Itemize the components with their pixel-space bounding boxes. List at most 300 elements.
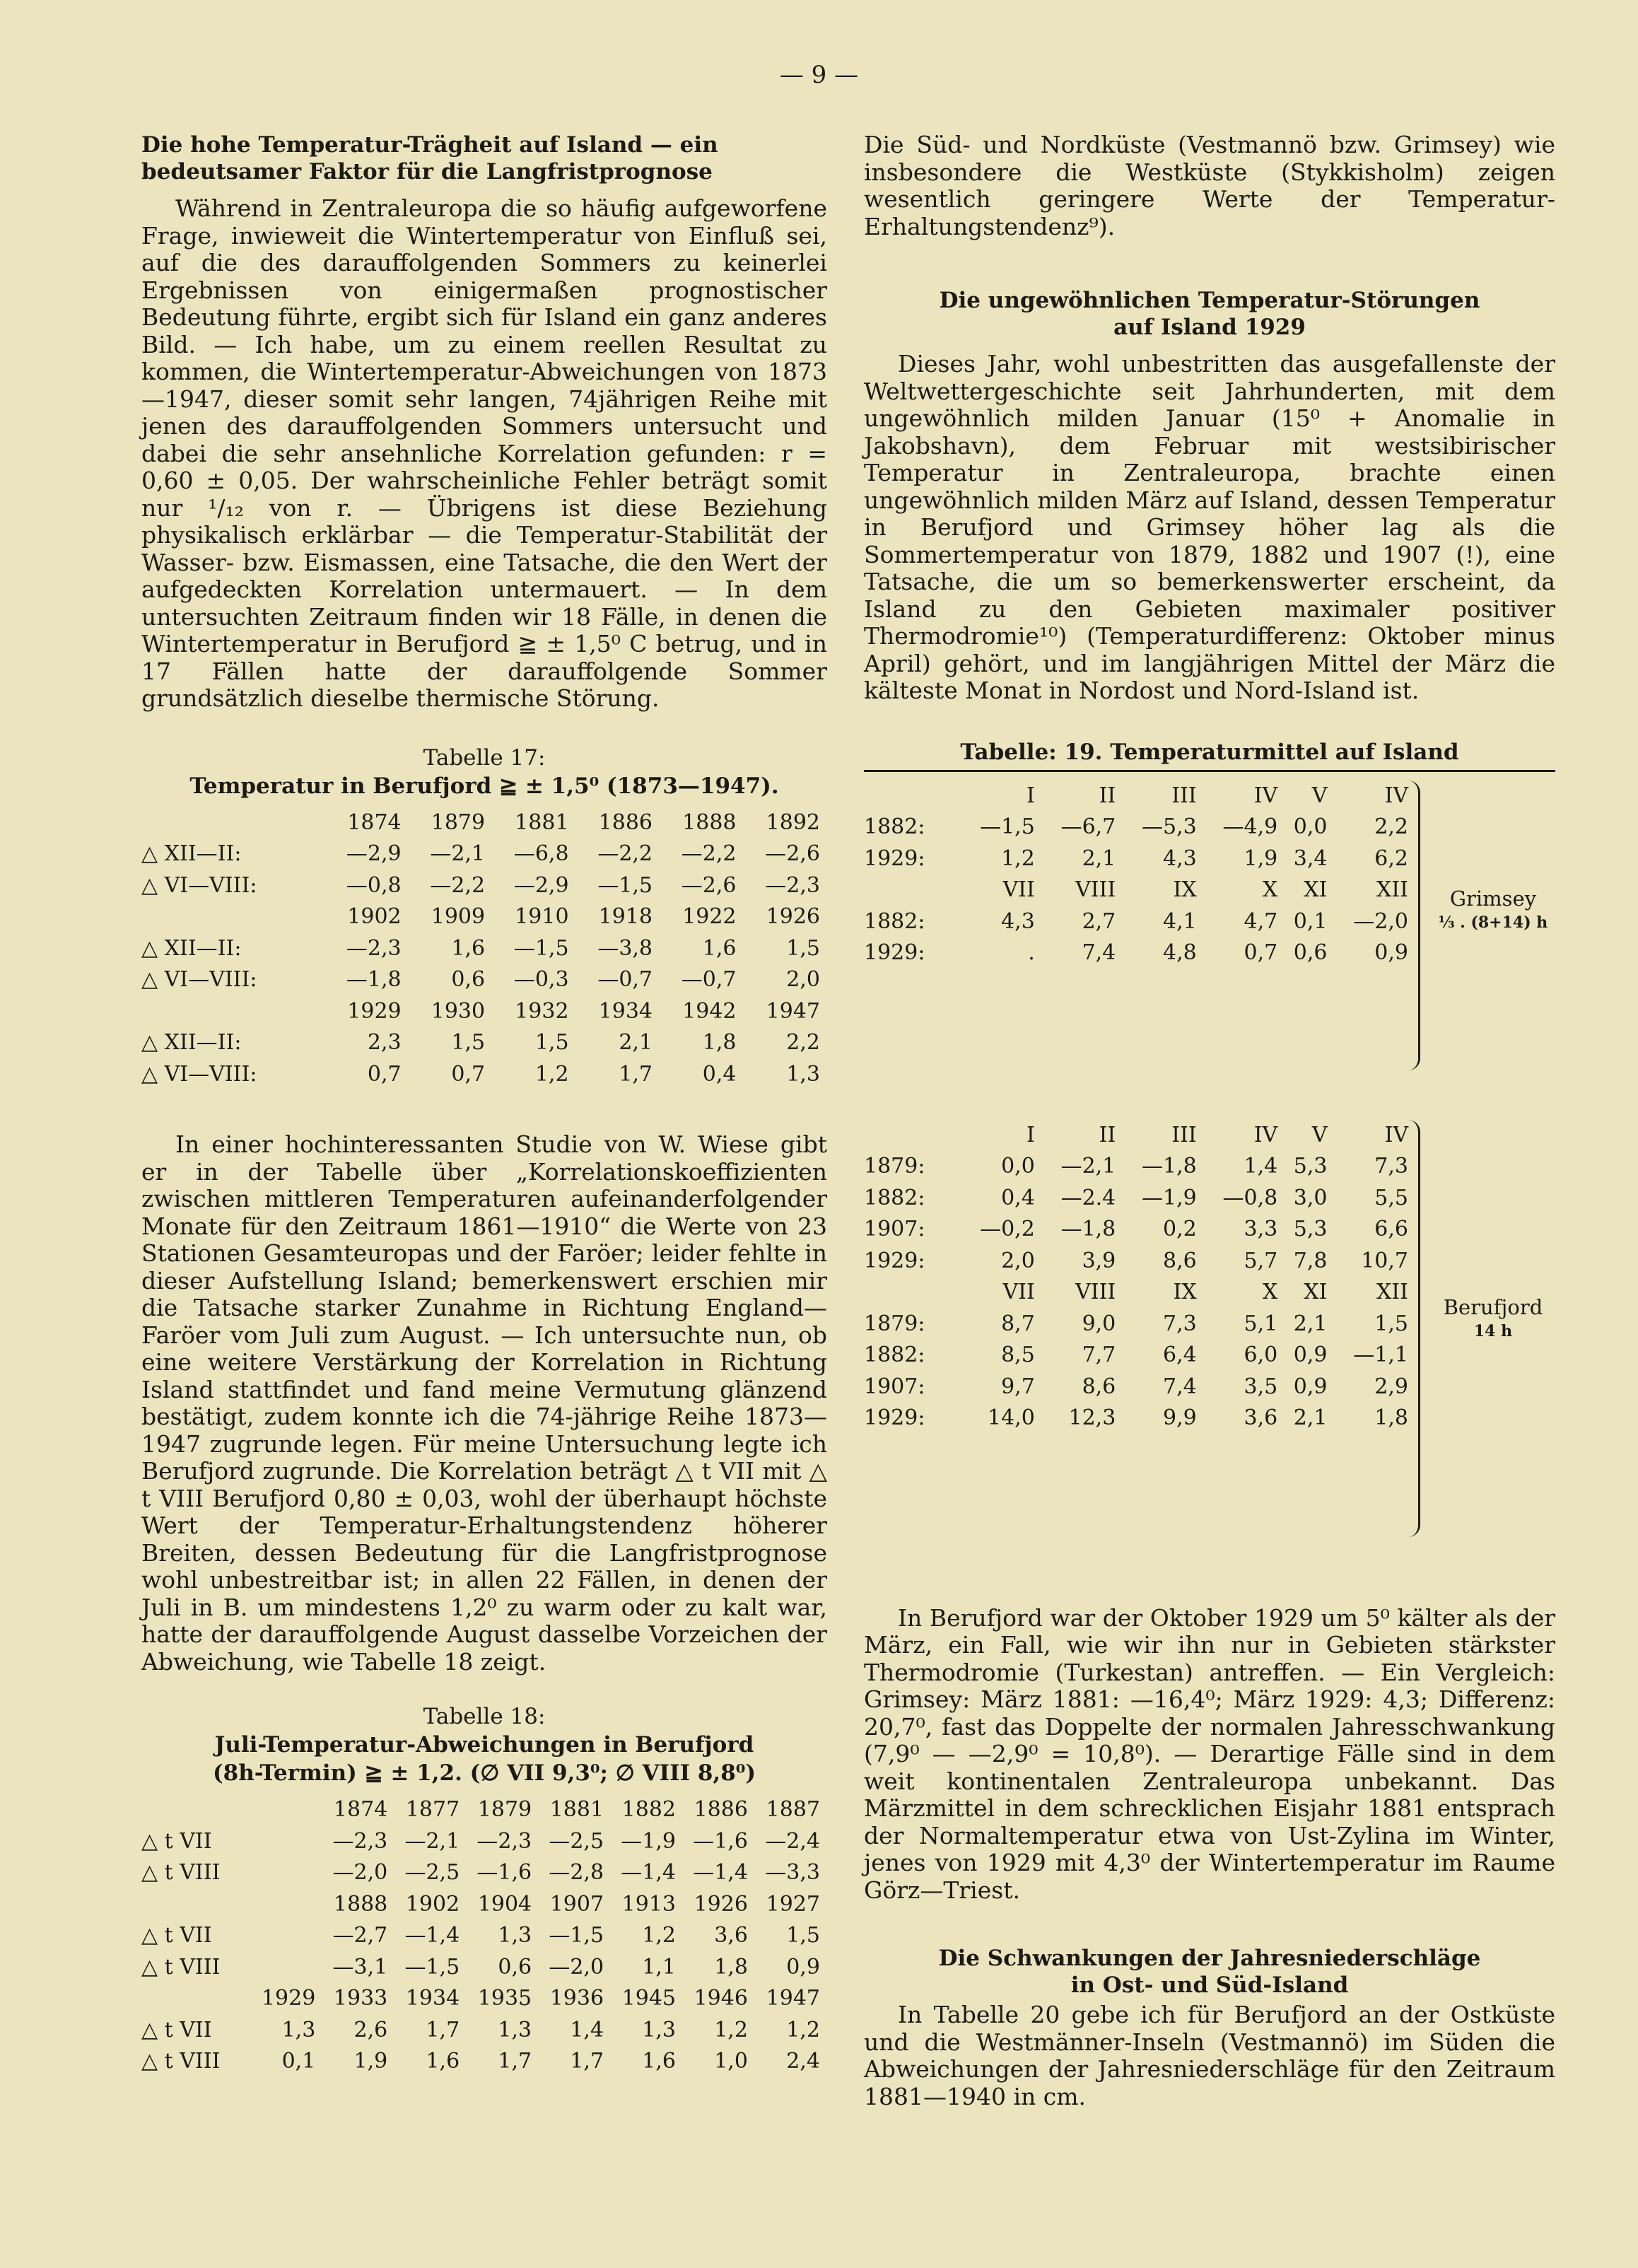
value-cell: —0,2	[980, 1217, 1035, 1241]
value-cell: 5,3	[1293, 1154, 1328, 1179]
left-column	[141, 131, 827, 2078]
value-cell: 2,3	[367, 1030, 402, 1055]
table-year-row	[141, 1889, 820, 1921]
month-cell: XI	[1304, 1280, 1328, 1304]
table-18	[141, 1794, 820, 2078]
value-cell: 1,6	[426, 2049, 460, 2074]
year-label: 1929:	[864, 1248, 925, 1273]
year-label: 1879:	[864, 1311, 925, 1336]
value-cell: 1,7	[619, 1061, 653, 1087]
year-cell: 1904	[477, 1891, 532, 1917]
value-cell: —5,3	[1142, 814, 1197, 839]
table-row	[864, 843, 1408, 875]
value-cell: —2,7	[332, 1923, 388, 1948]
value-cell: —2,5	[404, 1860, 460, 1885]
month-cell: III	[1171, 783, 1197, 808]
value-cell: —0,8	[1222, 1185, 1278, 1210]
month-cell: XII	[1376, 1280, 1408, 1304]
month-cell: IV	[1253, 1122, 1278, 1147]
value-cell: —1,9	[621, 1828, 676, 1854]
value-cell: 1,2	[1001, 846, 1035, 871]
value-cell: 1,3	[281, 2017, 316, 2042]
year-cell: 1888	[333, 1891, 388, 1917]
year-label: 1879:	[864, 1154, 925, 1179]
table-19-berufjord	[864, 1120, 1555, 1544]
value-cell: 2,1	[1293, 1405, 1328, 1430]
value-cell: 1,2	[642, 1923, 676, 1948]
value-cell: —2,0	[1353, 908, 1408, 934]
year-cell: 1881	[515, 809, 569, 835]
year-label: 1929:	[864, 940, 925, 965]
station-berufjord	[1422, 1295, 1564, 1343]
table-row	[141, 933, 820, 965]
section-heading-disturbances-line1: Die ungewöhnlichen Temperatur-Störungen	[939, 288, 1480, 313]
year-cell: 1874	[347, 809, 402, 835]
month-cell: VII	[1002, 1280, 1035, 1304]
value-cell: 2,1	[1293, 1311, 1328, 1336]
value-cell: 2,2	[1374, 814, 1408, 839]
table18-title-line2: (8h-Termin) ≧ ± 1,2. (∅ VII 9,3⁰; ∅ VIII 8,8⁰)	[212, 1760, 756, 1786]
value-cell: 1,1	[642, 1954, 676, 1980]
value-cell: 1,2	[714, 2017, 748, 2042]
month-header-row	[864, 1277, 1408, 1309]
value-cell: 1,7	[498, 2049, 532, 2074]
value-cell: —2,3	[476, 1828, 532, 1854]
year-cell: 1888	[682, 809, 737, 835]
row-label: △ XII—II:	[141, 1030, 242, 1055]
month-cell: I	[1026, 783, 1035, 808]
year-cell: 1910	[515, 904, 569, 929]
year-cell: 1892	[766, 809, 820, 835]
year-cell: 1927	[766, 1891, 820, 1917]
value-cell: 2,4	[786, 2049, 820, 2074]
value-cell: 7,4	[1082, 940, 1116, 965]
table-row	[141, 1027, 820, 1059]
value-cell: 1,9	[1244, 846, 1278, 871]
section-heading-temperature-inertia: Die hohe Temperatur-Trägheit auf Island — ein bedeutsamer Faktor für die Langfristprognose	[141, 132, 718, 185]
value-cell: —1,4	[404, 1923, 460, 1948]
month-cell: IV	[1384, 783, 1408, 808]
paragraph-wiese-study: In einer hochinteressanten Studie von W. Wiese gibt er in der Tabelle über „Korrelationskoeffizienten zwischen mittleren Temperaturen aufeinanderfolgender Monate für den Zeitraum 1861—1910“ die Werte von 23 Stationen Gesamteuropas und der Faröer; leider fehlte in dieser Aufstellung Island; bemerkenswert erschien mir die Tatsache starker Zunahme in Richtung England—Faröer vom Juli zum August. — Ich untersuchte nun, ob eine weitere Verstärkung der Korrelation in Richtung Island stattfindet und fand meine Vermutung glänzend bestätigt, zudem konnte ich die 74-jährige Reihe 1873—1947 zugrunde legen. Für meine Untersuchung legte ich Berufjord zugrunde. Die Korrelation beträgt △ t VII mit △ t VIII Berufjord 0,80 ± 0,03, wohl der überhaupt höchste Wert der Temperatur-Erhaltungstendenz höherer Breiten, dessen Bedeutung für die Langfristprognose wohl unbestreitbar ist; in allen 22 Fällen, in denen der Juli in B. um mindestens 1,2⁰ zu warm oder zu kalt war, hatte der darauffolgende August dasselbe Vorzeichen der Abweichung, wie Tabelle 18 zeigt.	[141, 1130, 827, 1676]
value-cell: 4,3	[1163, 846, 1197, 871]
row-label: △ t VII	[141, 1923, 212, 1948]
value-cell: 1,3	[642, 2017, 676, 2042]
value-cell: 7,8	[1293, 1248, 1328, 1273]
year-label: 1882:	[864, 1185, 925, 1210]
value-cell: 0,1	[281, 2049, 316, 2074]
month-cell: X	[1262, 1280, 1278, 1304]
year-cell: 1913	[621, 1891, 676, 1917]
value-cell: 2,7	[1082, 908, 1116, 934]
value-cell: 6,4	[1163, 1343, 1197, 1367]
value-cell: —1,8	[346, 967, 402, 992]
value-cell: 0,1	[1293, 908, 1328, 934]
year-cell: 1882	[621, 1797, 676, 1822]
year-cell: 1942	[682, 998, 737, 1024]
table-row	[141, 870, 820, 902]
value-cell: —1,6	[693, 1828, 748, 1854]
table-row	[141, 1952, 820, 1984]
value-cell: 7,3	[1374, 1154, 1408, 1179]
table-row	[141, 2046, 820, 2078]
year-label: 1907:	[864, 1217, 925, 1241]
row-label: △ VI—VIII:	[141, 967, 257, 992]
value-cell: 0,7	[1244, 940, 1278, 965]
value-cell: 0,4	[702, 1061, 737, 1087]
value-cell: 7,7	[1082, 1343, 1116, 1367]
year-cell: 1907	[549, 1891, 604, 1917]
paragraph-coast-intro: Die Süd- und Nordküste (Vestmannö bzw. Grimsey) wie insbesondere die Westküste (Stykkisholm) zeigen wesentlich geringere Werte der Temperatur-Erhaltungstendenz⁹).	[864, 131, 1555, 240]
value-cell: —2,4	[765, 1828, 820, 1854]
value-cell: —3,8	[597, 935, 653, 961]
value-cell: 1,2	[534, 1061, 569, 1087]
value-cell: 9,9	[1163, 1405, 1197, 1430]
year-cell: 1886	[694, 1797, 748, 1822]
value-cell: —1,5	[597, 872, 653, 898]
value-cell: —2,5	[549, 1828, 604, 1854]
table-row	[141, 1059, 820, 1091]
table-year-row	[141, 1794, 820, 1826]
value-cell: 0,7	[367, 1061, 402, 1087]
year-cell: 1879	[477, 1797, 532, 1822]
month-cell: IX	[1173, 877, 1197, 902]
station-grimsey	[1422, 887, 1564, 935]
value-cell: 0,6	[1293, 940, 1328, 965]
month-cell: IX	[1173, 1280, 1197, 1304]
table17-title: Temperatur in Berufjord ≧ ± 1,5⁰ (1873—1947).	[189, 773, 779, 799]
value-cell: 1,5	[786, 935, 820, 961]
value-cell: 0,9	[786, 1954, 820, 1980]
table-row	[141, 1857, 820, 1889]
value-cell: 5,3	[1293, 1217, 1328, 1241]
value-cell: —1,5	[513, 935, 569, 961]
year-cell: 1936	[549, 1986, 604, 2011]
section-heading-disturbances-line2: auf Island 1929	[1113, 315, 1306, 340]
year-cell: 1929	[347, 998, 402, 1024]
month-cell: XII	[1376, 877, 1408, 902]
value-cell: —2,2	[597, 841, 653, 866]
value-cell: 1,5	[534, 1030, 569, 1055]
value-cell: —2,3	[346, 935, 402, 961]
value-cell: 1,6	[702, 935, 737, 961]
value-cell: 4,7	[1244, 908, 1278, 934]
value-cell: 3,9	[1082, 1248, 1116, 1273]
year-cell: 1877	[405, 1797, 460, 1822]
value-cell: 2,0	[786, 967, 820, 992]
value-cell: 3,4	[1293, 846, 1328, 871]
table-row	[864, 1403, 1408, 1434]
value-cell: 1,6	[451, 935, 486, 961]
value-cell: —6,7	[1060, 814, 1116, 839]
table-19-grimsey	[864, 781, 1555, 1077]
value-cell: 0,0	[1001, 1154, 1035, 1179]
month-cell: IV	[1253, 783, 1278, 808]
value-cell: 1,5	[451, 1030, 486, 1055]
table-row	[864, 1183, 1408, 1215]
value-cell: 4,3	[1001, 908, 1035, 934]
value-cell: 4,1	[1163, 908, 1197, 934]
value-cell: —2,6	[681, 872, 737, 898]
table-row	[864, 906, 1408, 938]
value-cell: —2,3	[765, 872, 820, 898]
value-cell: 1,7	[426, 2017, 460, 2042]
year-cell: 1918	[598, 904, 653, 929]
paragraph-1929-disturbances: Dieses Jahr, wohl unbestritten das ausgefallenste der Weltwettergeschichte seit Jahrhunderten, mit dem ungewöhnlich milden Januar (15⁰ + Anomalie in Jakobshavn), dem Februar mit westsibirischer Temperatur in Zentraleuropa, brachte einen ungewöhnlich milden März auf Island, dessen Temperatur in Berufjord und Grimsey höher lag als die Sommertemperatur von 1879, 1882 und 1907 (!), eine Tatsache, die um so bemerkenswerter erscheint, da Island zu den Gebieten maximaler positiver Thermodromie¹⁰) (Temperaturdifferenz: Oktober minus April) gehört, und im langjährigen Mittel der März die kälteste Monat in Nordost und Nord-Island ist.	[864, 350, 1555, 704]
value-cell: 1,5	[786, 1923, 820, 1948]
value-cell: 0,0	[1293, 814, 1328, 839]
value-cell: —1,6	[476, 1860, 532, 1885]
right-column	[864, 131, 1555, 2110]
year-cell: 1947	[766, 1986, 820, 2011]
value-cell: 1,6	[642, 2049, 676, 2074]
value-cell: 6,2	[1374, 846, 1408, 871]
table17-caption: Tabelle 17:	[423, 744, 546, 771]
year-cell: 1902	[405, 1891, 460, 1917]
month-header-row	[864, 781, 1408, 812]
year-cell: 1947	[766, 998, 820, 1024]
value-cell: 1,3	[498, 1923, 532, 1948]
value-cell: 1,7	[570, 2049, 604, 2074]
value-cell: —1,8	[1142, 1154, 1197, 1179]
value-cell: —3,3	[765, 1860, 820, 1885]
value-cell: 3,3	[1244, 1217, 1278, 1241]
value-cell: 1,3	[498, 2017, 532, 2042]
month-cell: XI	[1304, 877, 1328, 902]
year-cell: 1935	[477, 1986, 532, 2011]
value-cell: 1,5	[1374, 1311, 1408, 1336]
value-cell: 3,5	[1244, 1374, 1278, 1399]
value-cell: —2,2	[681, 841, 737, 866]
month-cell: V	[1311, 1122, 1328, 1147]
value-cell: 3,0	[1293, 1185, 1328, 1210]
year-cell: 1874	[333, 1797, 388, 1822]
value-cell: 9,0	[1082, 1311, 1116, 1336]
value-cell: 0,6	[451, 967, 486, 992]
value-cell: 8,7	[1001, 1311, 1035, 1336]
value-cell: —4,9	[1222, 814, 1278, 839]
table-row	[864, 937, 1408, 969]
value-cell: 2,9	[1374, 1374, 1408, 1399]
year-cell: 1922	[682, 904, 737, 929]
value-cell: —6,8	[513, 841, 569, 866]
year-label: 1907:	[864, 1374, 925, 1399]
month-cell: V	[1311, 783, 1328, 808]
value-cell: 7,3	[1163, 1311, 1197, 1336]
table-row	[864, 1340, 1408, 1372]
value-cell: —0,3	[513, 967, 569, 992]
year-cell: 1945	[621, 1986, 676, 2011]
value-cell: 4,8	[1163, 940, 1197, 965]
value-cell: 1,2	[786, 2017, 820, 2042]
value-cell: —2,9	[513, 872, 569, 898]
value-cell: 9,7	[1001, 1374, 1035, 1399]
berufjord-brace	[1408, 1120, 1420, 1537]
table-row	[864, 1151, 1408, 1183]
year-cell: 1902	[347, 904, 402, 929]
table-year-row	[141, 807, 820, 839]
value-cell: 0,6	[498, 1954, 532, 1980]
value-cell: 0,2	[1163, 1217, 1197, 1241]
table-row	[141, 838, 820, 870]
row-label: △ VI—VIII:	[141, 1061, 257, 1087]
row-label: △ t VIII	[141, 1860, 221, 1885]
month-cell: VIII	[1075, 877, 1116, 902]
month-cell: IV	[1384, 1122, 1408, 1147]
value-cell: —1,4	[693, 1860, 748, 1885]
value-cell: 10,7	[1361, 1248, 1408, 1273]
table-row	[864, 1246, 1408, 1278]
year-cell: 1930	[431, 998, 486, 1024]
year-cell: 1881	[549, 1797, 604, 1822]
value-cell: —2,0	[332, 1860, 388, 1885]
value-cell: —0,7	[681, 967, 737, 992]
row-label: △ XII—II:	[141, 841, 242, 866]
value-cell: 1,4	[1244, 1154, 1278, 1179]
value-cell: —1,1	[1353, 1343, 1408, 1367]
row-label: △ t VII	[141, 2017, 212, 2042]
year-cell: 1932	[515, 998, 569, 1024]
value-cell: —1,4	[621, 1860, 676, 1885]
value-cell: 1,8	[702, 1030, 737, 1055]
row-label: △ VI—VIII:	[141, 872, 257, 898]
value-cell: 0,9	[1374, 940, 1408, 965]
year-cell: 1946	[694, 1986, 748, 2011]
table-row	[141, 964, 820, 996]
value-cell: 14,0	[988, 1405, 1035, 1430]
year-cell: 1887	[766, 1797, 820, 1822]
paragraph-berufjord-october: In Berufjord war der Oktober 1929 um 5⁰ kälter als der März, ein Fall, wie wir ihn nur in Gebieten stärkster Thermodromie (Turkestan) antreffen. — Ein Vergleich: Grimsey: März 1881: —16,4⁰; März 1929: 4,3; Differenz: 20,7⁰, fast das Doppelte der normalen Jahresschwankung (7,9⁰ — —2,9⁰ = 10,8⁰). — Derartige Fälle sind in dem weit kontinentalen Zentraleuropa unbekannt. Das Märzmittel in dem schrecklichen Eisjahr 1881 entsprach der Normaltemperatur etwa von Ust-Zylina im Winter, jenes von 1929 mit 4,3⁰ der Wintertemperatur im Raume Görz—Triest.	[864, 1603, 1555, 1904]
table-17	[141, 807, 820, 1091]
value-cell: —2,1	[430, 841, 486, 866]
month-cell: VII	[1002, 877, 1035, 902]
year-cell: 1909	[431, 904, 486, 929]
year-cell: 1879	[431, 809, 486, 835]
value-cell: —1,5	[980, 814, 1035, 839]
year-cell: 1934	[598, 998, 653, 1024]
value-cell: 8,5	[1001, 1343, 1035, 1367]
year-label: 1882:	[864, 814, 925, 839]
value-cell: 5,7	[1244, 1248, 1278, 1273]
table-row	[141, 1826, 820, 1858]
value-cell: 2,2	[786, 1030, 820, 1055]
value-cell: —3,1	[332, 1954, 388, 1980]
page-number: — 9 —	[779, 61, 859, 89]
value-cell: 1,4	[570, 2017, 604, 2042]
station-berufjord-name: Berufjord	[1443, 1294, 1543, 1319]
value-cell: 0,7	[451, 1061, 486, 1087]
month-cell: II	[1099, 783, 1116, 808]
grimsey-brace	[1408, 781, 1420, 1070]
table-year-row	[141, 996, 820, 1028]
value-cell: 7,4	[1163, 1374, 1197, 1399]
value-cell: 1,8	[1374, 1405, 1408, 1430]
value-cell: 6,6	[1374, 1217, 1408, 1241]
table18-caption: Tabelle 18:	[423, 1704, 546, 1729]
table-year-row	[141, 901, 820, 933]
value-cell: .	[1028, 940, 1035, 965]
table18-title-line1: Juli-Temperatur-Abweichungen in Berufjord	[214, 1732, 754, 1758]
station-berufjord-note: 14 h	[1473, 1321, 1513, 1340]
value-cell: 12,3	[1068, 1405, 1116, 1430]
value-cell: 3,6	[1244, 1405, 1278, 1430]
value-cell: 1,3	[786, 1061, 820, 1087]
value-cell: —0,8	[346, 872, 402, 898]
year-cell: 1929	[261, 1986, 316, 2011]
table-row	[141, 1920, 820, 1952]
value-cell: 1,0	[714, 2049, 748, 2074]
value-cell: 0,4	[1001, 1185, 1035, 1210]
table-row	[864, 1309, 1408, 1340]
value-cell: 2,1	[619, 1030, 653, 1055]
value-cell: —2.4	[1060, 1185, 1116, 1210]
value-cell: —1,9	[1142, 1185, 1197, 1210]
value-cell: —2,6	[765, 841, 820, 866]
year-label: 1929:	[864, 1405, 925, 1430]
value-cell: 5,5	[1374, 1185, 1408, 1210]
paragraph-precipitation: In Tabelle 20 gebe ich für Berufjord an der Ostküste und die Westmänner-Inseln (Vestmannö) im Süden die Abweichungen der Jahresniederschläge für den Zeitraum 1881—1940 in cm.	[864, 2001, 1555, 2110]
section-heading-precipitation-line1: Die Schwankungen der Jahresniederschläge	[938, 1946, 1481, 1971]
year-cell: 1934	[405, 1986, 460, 2011]
year-label: 1882:	[864, 908, 925, 934]
value-cell: —1,5	[549, 1923, 604, 1948]
value-cell: 0,9	[1293, 1374, 1328, 1399]
month-cell: X	[1262, 877, 1278, 902]
value-cell: 8,6	[1082, 1374, 1116, 1399]
value-cell: 0,9	[1293, 1343, 1328, 1367]
month-cell: VIII	[1075, 1280, 1116, 1304]
year-label: 1882:	[864, 1343, 925, 1367]
value-cell: —2,9	[346, 841, 402, 866]
row-label: △ t VIII	[141, 2049, 221, 2074]
year-cell: 1926	[766, 904, 820, 929]
value-cell: —2,8	[549, 1860, 604, 1885]
year-cell: 1886	[598, 809, 653, 835]
table19-rule	[864, 770, 1555, 772]
value-cell: 6,0	[1244, 1343, 1278, 1367]
value-cell: 8,6	[1163, 1248, 1197, 1273]
month-cell: III	[1171, 1122, 1197, 1147]
row-label: △ XII—II:	[141, 935, 242, 961]
month-header-row	[864, 875, 1408, 906]
value-cell: 1,8	[714, 1954, 748, 1980]
month-cell: I	[1026, 1122, 1035, 1147]
value-cell: 2,1	[1082, 846, 1116, 871]
value-cell: 3,6	[714, 1923, 748, 1948]
station-grimsey-note: ⅓ . (8+14) h	[1438, 913, 1548, 932]
value-cell: —1,5	[404, 1954, 460, 1980]
value-cell: 1,9	[353, 2049, 388, 2074]
value-cell: —2,1	[1060, 1154, 1116, 1179]
month-cell: II	[1099, 1122, 1116, 1147]
value-cell: 2,6	[353, 2017, 388, 2042]
value-cell: 5,1	[1244, 1311, 1278, 1336]
value-cell: —2,0	[549, 1954, 604, 1980]
row-label: △ t VII	[141, 1828, 212, 1854]
value-cell: —2,3	[332, 1828, 388, 1854]
row-label: △ t VIII	[141, 1954, 221, 1980]
station-grimsey-name: Grimsey	[1449, 886, 1537, 911]
value-cell: 2,0	[1001, 1248, 1035, 1273]
paragraph-temperature-inertia: Während in Zentraleuropa die so häufig aufgeworfene Frage, inwieweit die Wintertemperatur von Einfluß sei, auf die des darauffolgenden Sommers zu keinerlei Ergebnissen von einigermaßen prognostischer Bedeutung führte, ergibt sich für Island ein ganz anderes Bild. — Ich habe, um zu einem reellen Resultat zu kommen, die Wintertemperatur-Abweichungen von 1873—1947, dieser somit sehr langen, 74jährigen Reihe mit jenen des darauffolgenden Sommers untersucht und dabei die sehr ansehnliche Korrelation gefunden: r = 0,60 ± 0,05. Der wahrscheinliche Fehler beträgt somit nur ¹/₁₂ von r. — Übrigens ist diese Beziehung physikalisch erklärbar — die Temperatur-Stabilität der Wasser- bzw. Eismassen, eine Tatsache, die den Wert der aufgedeckten Korrelation untermauert. — In dem untersuchten Zeitraum finden wir 18 Fälle, in denen die Wintertemperatur in Berufjord ≧ ± 1,5⁰ C betrug, und in 17 Fällen hatte der darauffolgende Sommer grundsätzlich dieselbe thermische Störung.	[141, 194, 827, 712]
value-cell: —1,8	[1060, 1217, 1116, 1241]
section-heading-precipitation-line2: in Ost- und Süd-Island	[1070, 1972, 1349, 1998]
table19-title: Tabelle: 19. Temperaturmittel auf Island	[960, 739, 1459, 765]
year-cell: 1933	[333, 1986, 388, 2011]
value-cell: —2,2	[430, 872, 486, 898]
value-cell: —0,7	[597, 967, 653, 992]
table-year-row	[141, 1983, 820, 2015]
table-row	[864, 812, 1408, 843]
